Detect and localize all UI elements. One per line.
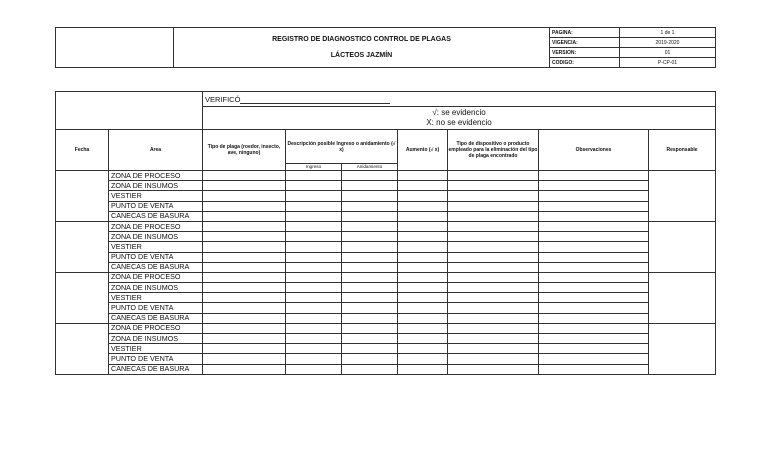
aumento-cell[interactable]	[398, 323, 448, 333]
aumento-cell[interactable]	[398, 242, 448, 252]
col-area: Area	[109, 130, 203, 171]
observaciones-cell[interactable]	[539, 354, 649, 364]
dispositivo-cell[interactable]	[448, 262, 539, 272]
area-cell: VESTIER	[109, 191, 203, 201]
area-cell: PUNTO DE VENTA	[109, 303, 203, 313]
dispositivo-cell[interactable]	[448, 272, 539, 282]
tipo-plaga-cell[interactable]	[203, 181, 286, 191]
logo-cell	[56, 28, 174, 68]
anidamiento-cell[interactable]	[342, 201, 398, 211]
area-cell: ZONA DE INSUMOS	[109, 334, 203, 344]
anidamiento-cell[interactable]	[342, 344, 398, 354]
table-row	[56, 303, 716, 313]
aumento-cell[interactable]	[398, 283, 448, 293]
ingreso-cell[interactable]	[286, 252, 342, 262]
dispositivo-cell[interactable]	[448, 344, 539, 354]
col-anidamiento: Anidamiento	[342, 164, 398, 171]
tipo-plaga-cell[interactable]	[203, 364, 286, 374]
table-row	[56, 211, 716, 221]
responsable-cell[interactable]	[649, 323, 716, 374]
area-cell: PUNTO DE VENTA	[109, 354, 203, 364]
observaciones-cell[interactable]	[539, 252, 649, 262]
tipo-plaga-cell[interactable]	[203, 344, 286, 354]
aumento-cell[interactable]	[398, 313, 448, 323]
fecha-cell[interactable]	[56, 171, 109, 222]
aumento-cell[interactable]	[398, 272, 448, 282]
observaciones-cell[interactable]	[539, 201, 649, 211]
meta-label-vigencia: VIGENCIA:	[550, 38, 620, 48]
tipo-plaga-cell[interactable]	[203, 334, 286, 344]
aumento-cell[interactable]	[398, 221, 448, 231]
dispositivo-cell[interactable]	[448, 283, 539, 293]
table-row	[56, 323, 716, 333]
tipo-plaga-cell[interactable]	[203, 232, 286, 242]
area-cell: ZONA DE PROCESO	[109, 171, 203, 181]
ingreso-cell[interactable]	[286, 303, 342, 313]
aumento-cell[interactable]	[398, 201, 448, 211]
col-aumento: Aumento (√ x)	[398, 130, 448, 171]
dispositivo-cell[interactable]	[448, 293, 539, 303]
col-tipo-plaga: Tipo de plaga (roedor, insecto, ave, ninguno)	[203, 130, 286, 171]
tipo-plaga-cell[interactable]	[203, 262, 286, 272]
dispositivo-cell[interactable]	[448, 323, 539, 333]
observaciones-cell[interactable]	[539, 242, 649, 252]
table-row	[56, 344, 716, 354]
area-cell: ZONA DE INSUMOS	[109, 232, 203, 242]
ingreso-cell[interactable]	[286, 201, 342, 211]
ingreso-cell[interactable]	[286, 191, 342, 201]
dispositivo-cell[interactable]	[448, 171, 539, 181]
observaciones-cell[interactable]	[539, 262, 649, 272]
dispositivo-cell[interactable]	[448, 181, 539, 191]
anidamiento-cell[interactable]	[342, 262, 398, 272]
ingreso-cell[interactable]	[286, 313, 342, 323]
observaciones-cell[interactable]	[539, 344, 649, 354]
area-cell: CANECAS DE BASURA	[109, 211, 203, 221]
area-cell: PUNTO DE VENTA	[109, 252, 203, 262]
anidamiento-cell[interactable]	[342, 252, 398, 262]
tipo-plaga-cell[interactable]	[203, 313, 286, 323]
table-row	[56, 221, 716, 231]
tipo-plaga-cell[interactable]	[203, 191, 286, 201]
ingreso-cell[interactable]	[286, 323, 342, 333]
tipo-plaga-cell[interactable]	[203, 354, 286, 364]
table-row	[56, 201, 716, 211]
area-cell: VESTIER	[109, 344, 203, 354]
tipo-plaga-cell[interactable]	[203, 252, 286, 262]
col-responsable: Responsable	[649, 130, 716, 171]
meta-label-codigo: CODIGO:	[550, 58, 620, 68]
col-dispositivo: Tipo de dispositivo o producto empleado para la eliminación del tipo de plaga encontrado	[448, 130, 539, 171]
anidamiento-cell[interactable]	[342, 221, 398, 231]
responsable-cell[interactable]	[649, 272, 716, 323]
anidamiento-cell[interactable]	[342, 323, 398, 333]
table-row	[56, 171, 716, 181]
meta-value-version: 01	[620, 48, 716, 58]
dispositivo-cell[interactable]	[448, 334, 539, 344]
dispositivo-cell[interactable]	[448, 364, 539, 374]
pest-control-table	[55, 91, 716, 375]
verifico-label: VERIFICÓ	[205, 94, 241, 104]
ingreso-cell[interactable]	[286, 283, 342, 293]
observaciones-cell[interactable]	[539, 221, 649, 231]
table-row	[56, 334, 716, 344]
ingreso-cell[interactable]	[286, 293, 342, 303]
col-ingreso: Ingreso	[286, 164, 342, 171]
ingreso-cell[interactable]	[286, 242, 342, 252]
tipo-plaga-cell[interactable]	[203, 211, 286, 221]
observaciones-cell[interactable]	[539, 232, 649, 242]
ingreso-cell[interactable]	[286, 344, 342, 354]
meta-label-version: VERSION:	[550, 48, 620, 58]
aumento-cell[interactable]	[398, 262, 448, 272]
aumento-cell[interactable]	[398, 293, 448, 303]
table-row	[56, 364, 716, 374]
legend	[203, 107, 716, 130]
col-observaciones: Observaciones	[539, 130, 649, 171]
dispositivo-cell[interactable]	[448, 303, 539, 313]
ingreso-cell[interactable]	[286, 272, 342, 282]
aumento-cell[interactable]	[398, 334, 448, 344]
title-line-1: REGISTRO DE DIAGNOSTICO CONTROL DE PLAGAS	[272, 36, 451, 43]
aumento-cell[interactable]	[398, 191, 448, 201]
ingreso-cell[interactable]	[286, 262, 342, 272]
tipo-plaga-cell[interactable]	[203, 221, 286, 231]
dispositivo-cell[interactable]	[448, 201, 539, 211]
observaciones-cell[interactable]	[539, 171, 649, 181]
anidamiento-cell[interactable]	[342, 211, 398, 221]
verifico-signature-line[interactable]	[240, 95, 390, 104]
table-row	[56, 354, 716, 364]
area-cell: CANECAS DE BASURA	[109, 313, 203, 323]
legend-line-2: X: no se evidencio	[426, 118, 492, 127]
tipo-plaga-cell[interactable]	[203, 303, 286, 313]
aumento-cell[interactable]	[398, 232, 448, 242]
document-title	[174, 28, 550, 68]
observaciones-cell[interactable]	[539, 191, 649, 201]
observaciones-cell[interactable]	[539, 364, 649, 374]
fecha-cell[interactable]	[56, 323, 109, 374]
col-fecha: Fecha	[56, 130, 109, 171]
anidamiento-cell[interactable]	[342, 334, 398, 344]
dispositivo-cell[interactable]	[448, 242, 539, 252]
fecha-cell[interactable]	[56, 221, 109, 272]
area-cell: ZONA DE INSUMOS	[109, 181, 203, 191]
legend-line-1: √: se evidencio	[432, 108, 486, 117]
anidamiento-cell[interactable]	[342, 242, 398, 252]
aumento-cell[interactable]	[398, 171, 448, 181]
dispositivo-cell[interactable]	[448, 211, 539, 221]
aumento-cell[interactable]	[398, 211, 448, 221]
table-row	[56, 242, 716, 252]
tipo-plaga-cell[interactable]	[203, 323, 286, 333]
table-row	[56, 293, 716, 303]
ingreso-cell[interactable]	[286, 354, 342, 364]
tipo-plaga-cell[interactable]	[203, 272, 286, 282]
area-cell: CANECAS DE BASURA	[109, 364, 203, 374]
ingreso-cell[interactable]	[286, 211, 342, 221]
anidamiento-cell[interactable]	[342, 303, 398, 313]
tipo-plaga-cell[interactable]	[203, 293, 286, 303]
tipo-plaga-cell[interactable]	[203, 283, 286, 293]
col-descripcion: Descripción posible Ingreso o anidamiento (√ x)	[286, 130, 398, 164]
table-row	[56, 252, 716, 262]
area-cell: PUNTO DE VENTA	[109, 201, 203, 211]
area-cell: CANECAS DE BASURA	[109, 262, 203, 272]
aumento-cell[interactable]	[398, 303, 448, 313]
ingreso-cell[interactable]	[286, 181, 342, 191]
dispositivo-cell[interactable]	[448, 191, 539, 201]
tipo-plaga-cell[interactable]	[203, 201, 286, 211]
table-row	[56, 313, 716, 323]
observaciones-cell[interactable]	[539, 303, 649, 313]
observaciones-cell[interactable]	[539, 283, 649, 293]
dispositivo-cell[interactable]	[448, 221, 539, 231]
anidamiento-cell[interactable]	[342, 283, 398, 293]
responsable-cell[interactable]	[649, 171, 716, 222]
meta-value-codigo: P-CP-01	[620, 58, 716, 68]
observaciones-cell[interactable]	[539, 211, 649, 221]
table-row	[56, 283, 716, 293]
tipo-plaga-cell[interactable]	[203, 242, 286, 252]
ingreso-cell[interactable]	[286, 334, 342, 344]
blank-corner	[56, 92, 203, 130]
document-header	[55, 27, 716, 68]
title-line-2: LÁCTEOS JAZMÍN	[330, 52, 393, 59]
dispositivo-cell[interactable]	[448, 354, 539, 364]
observaciones-cell[interactable]	[539, 334, 649, 344]
anidamiento-cell[interactable]	[342, 171, 398, 181]
verifico-field[interactable]	[203, 92, 716, 107]
anidamiento-cell[interactable]	[342, 364, 398, 374]
meta-value-pagina: 1 de 1	[620, 28, 716, 38]
anidamiento-cell[interactable]	[342, 181, 398, 191]
area-cell: VESTIER	[109, 293, 203, 303]
meta-label-pagina: PAGINA:	[550, 28, 620, 38]
anidamiento-cell[interactable]	[342, 272, 398, 282]
table-row	[56, 181, 716, 191]
aumento-cell[interactable]	[398, 181, 448, 191]
table-row	[56, 232, 716, 242]
observaciones-cell[interactable]	[539, 323, 649, 333]
responsable-cell[interactable]	[649, 221, 716, 272]
aumento-cell[interactable]	[398, 252, 448, 262]
area-cell: ZONA DE PROCESO	[109, 221, 203, 231]
dispositivo-cell[interactable]	[448, 252, 539, 262]
observaciones-cell[interactable]	[539, 181, 649, 191]
fecha-cell[interactable]	[56, 272, 109, 323]
table-row	[56, 262, 716, 272]
observaciones-cell[interactable]	[539, 272, 649, 282]
anidamiento-cell[interactable]	[342, 232, 398, 242]
observaciones-cell[interactable]	[539, 313, 649, 323]
dispositivo-cell[interactable]	[448, 313, 539, 323]
area-cell: ZONA DE PROCESO	[109, 323, 203, 333]
aumento-cell[interactable]	[398, 344, 448, 354]
ingreso-cell[interactable]	[286, 171, 342, 181]
table-row	[56, 272, 716, 282]
dispositivo-cell[interactable]	[448, 232, 539, 242]
observaciones-cell[interactable]	[539, 293, 649, 303]
meta-value-vigencia: 2019-2020	[620, 38, 716, 48]
table-row	[56, 191, 716, 201]
table-body	[56, 171, 716, 375]
area-cell: ZONA DE INSUMOS	[109, 283, 203, 293]
aumento-cell[interactable]	[398, 364, 448, 374]
area-cell: VESTIER	[109, 242, 203, 252]
ingreso-cell[interactable]	[286, 221, 342, 231]
tipo-plaga-cell[interactable]	[203, 171, 286, 181]
anidamiento-cell[interactable]	[342, 293, 398, 303]
aumento-cell[interactable]	[398, 354, 448, 364]
ingreso-cell[interactable]	[286, 364, 342, 374]
ingreso-cell[interactable]	[286, 232, 342, 242]
anidamiento-cell[interactable]	[342, 313, 398, 323]
anidamiento-cell[interactable]	[342, 354, 398, 364]
anidamiento-cell[interactable]	[342, 191, 398, 201]
area-cell: ZONA DE PROCESO	[109, 272, 203, 282]
